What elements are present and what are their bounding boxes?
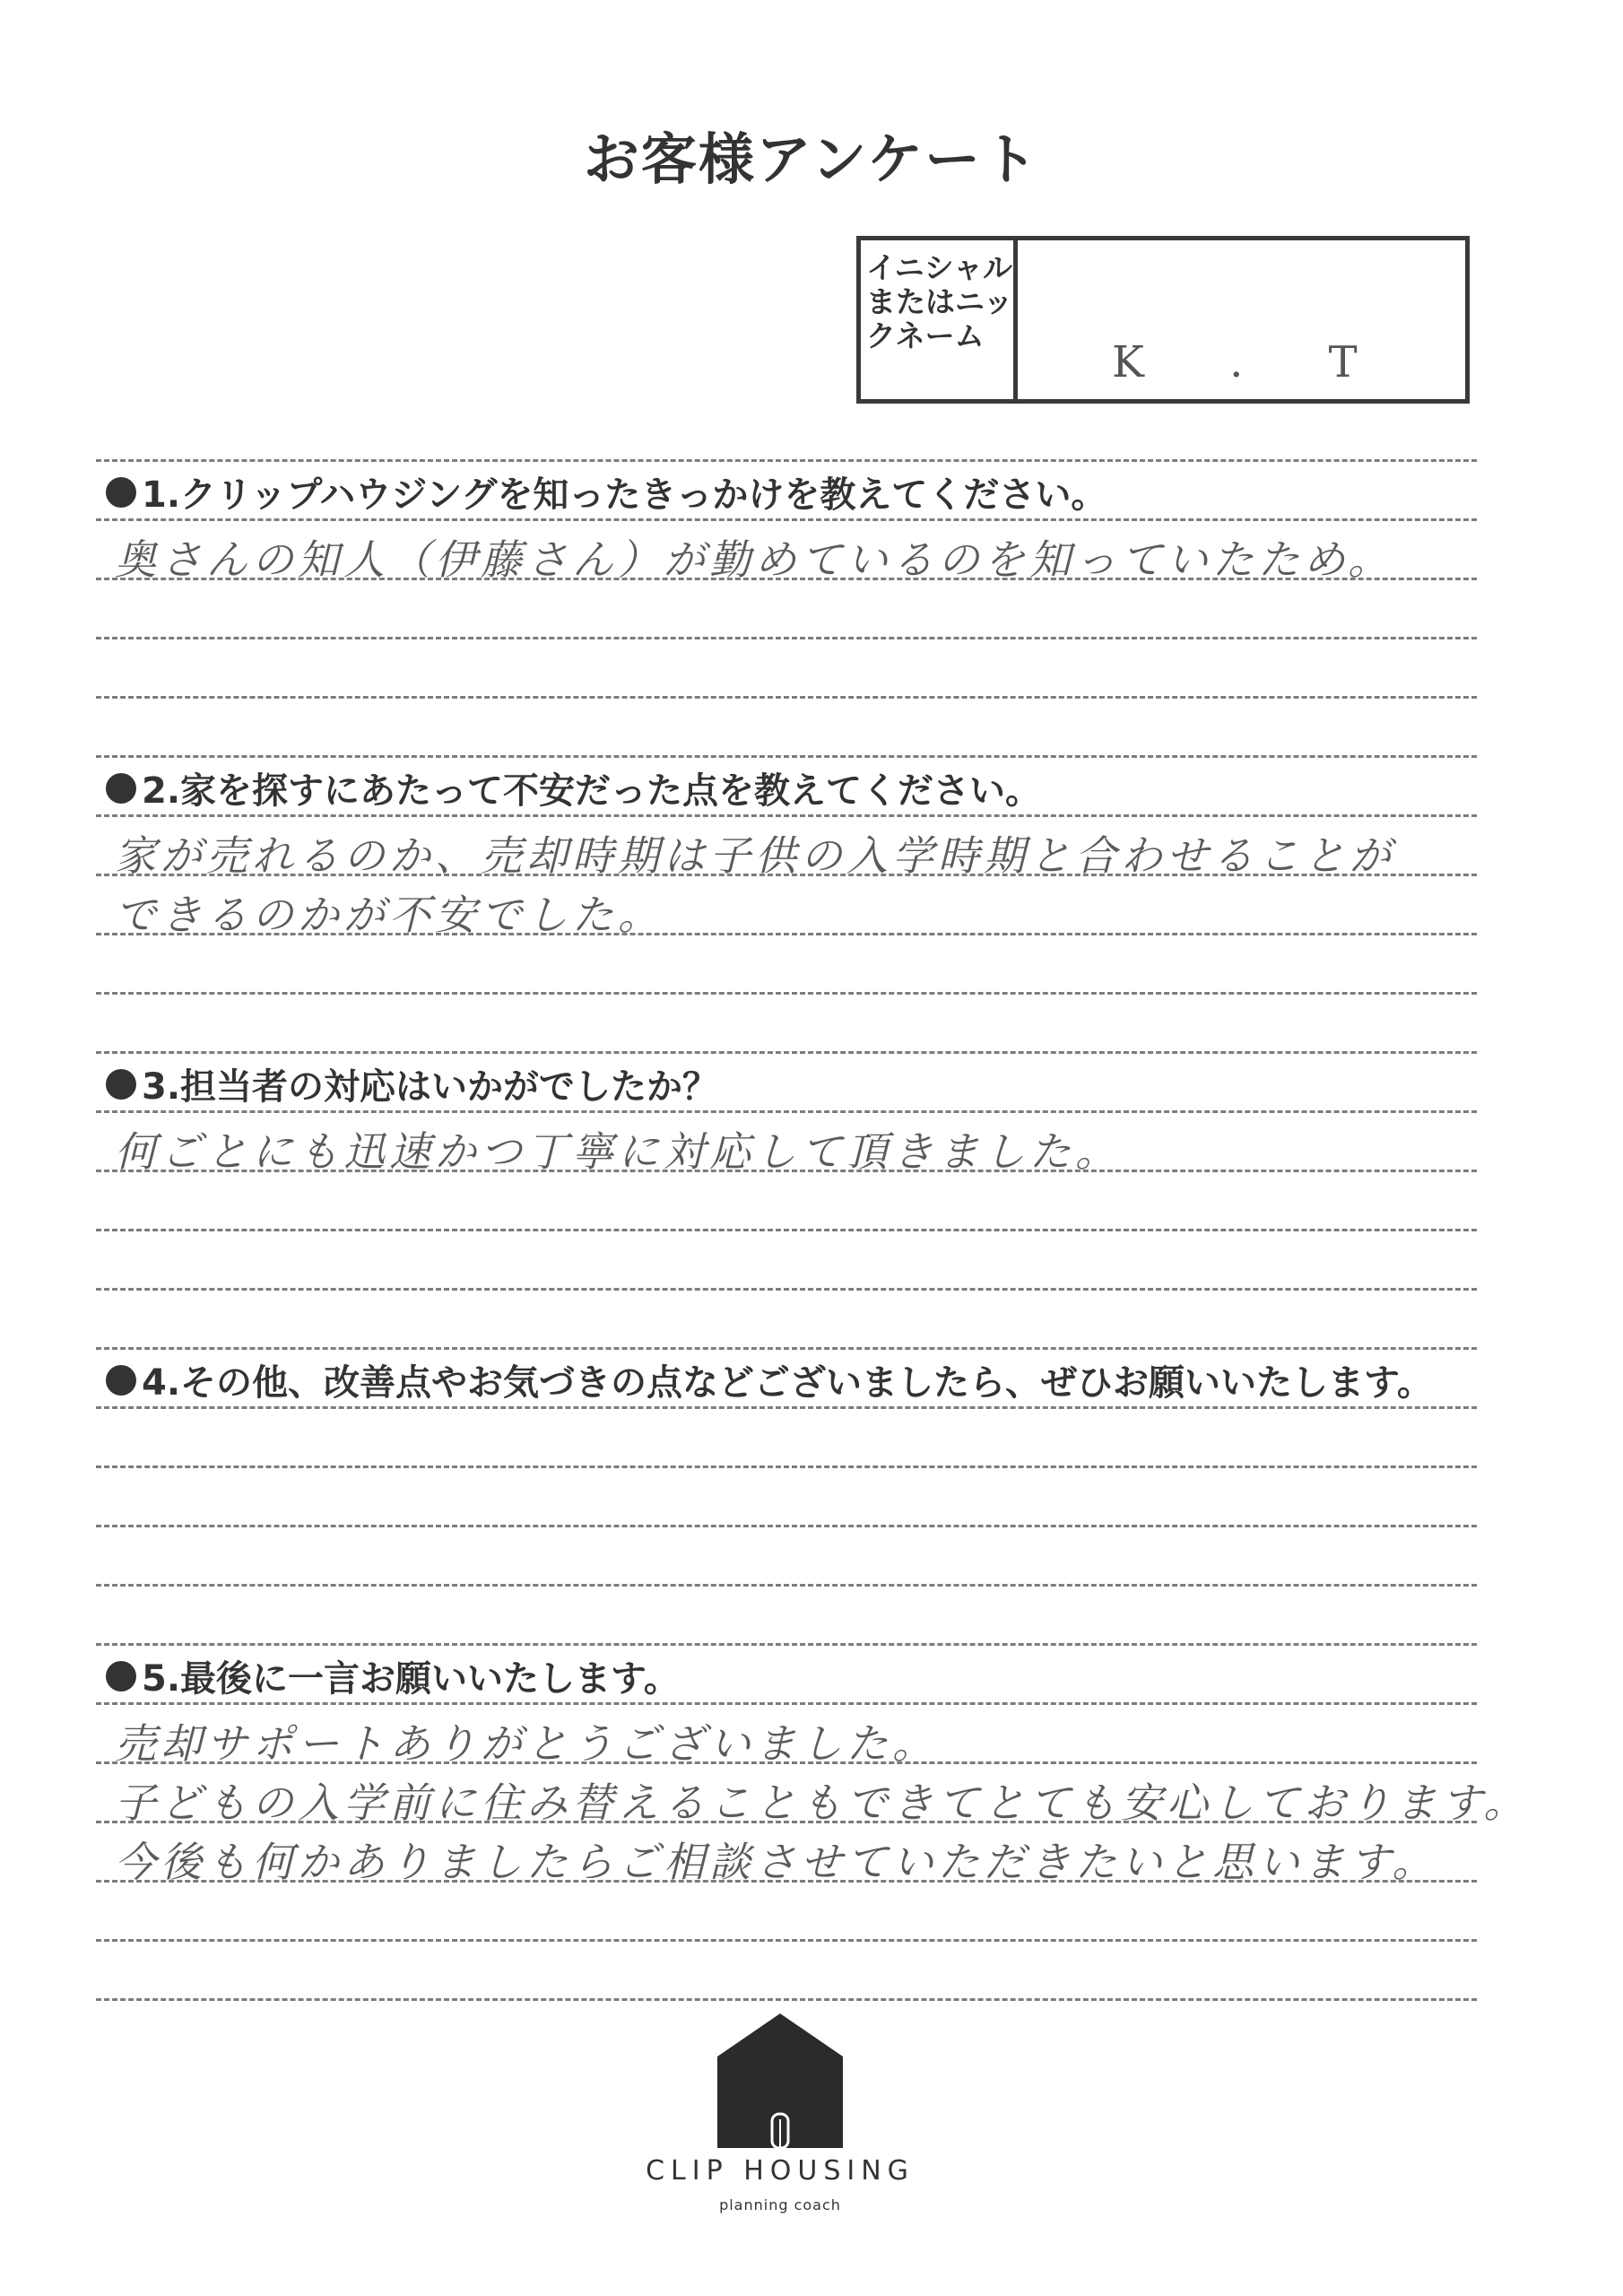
question-5-heading xyxy=(106,1650,680,1701)
question-2-heading xyxy=(106,762,1041,813)
answer-5-line-3[interactable]: 今後も何かありましたらご相談させていただきたいと思います。 xyxy=(115,1838,1438,1886)
question-2-text: 2.家を探すにあたって不安だった点を教えてください。 xyxy=(142,770,1042,812)
question-4-heading xyxy=(106,1354,1433,1405)
bullet-dot-icon xyxy=(106,1365,136,1396)
rule-line xyxy=(96,1229,1477,1231)
rule-line xyxy=(96,1406,1477,1409)
question-5-text: 5.最後に一言お願いいたします。 xyxy=(142,1658,680,1700)
rule-line xyxy=(96,459,1477,462)
question-1-heading xyxy=(106,466,1107,517)
rule-line xyxy=(96,1939,1477,1942)
question-3-text: 3.担当者の対応はいかがでしたか？ xyxy=(142,1066,719,1108)
brand-logo xyxy=(628,2013,1004,2220)
house-icon xyxy=(717,2013,843,2148)
rule-line xyxy=(96,1110,1477,1113)
rule-line xyxy=(96,1998,1477,2001)
rule-line xyxy=(96,992,1477,995)
bullet-dot-icon xyxy=(106,773,136,804)
rule-line xyxy=(96,1584,1477,1587)
rule-line xyxy=(96,637,1477,639)
rule-line xyxy=(96,518,1477,521)
answer-5-line-1[interactable]: 売却サポートありがとうございました。 xyxy=(115,1719,938,1768)
rule-line xyxy=(96,1051,1477,1054)
logo-tagline: planning coach xyxy=(719,2196,841,2213)
question-3-heading xyxy=(106,1058,718,1109)
question-1-text: 1.クリップハウジングを知ったきっかけを教えてください。 xyxy=(142,474,1107,516)
answer-1-line-1[interactable]: 奥さんの知人（伊藤さん）が勤めているのを知っていたため。 xyxy=(115,535,1394,584)
name-label: イニシャルまたはニックネーム xyxy=(861,240,1018,399)
name-box xyxy=(856,236,1470,404)
page-title: お客様アンケート xyxy=(583,126,1040,192)
name-value: K . T xyxy=(1112,337,1393,387)
name-value-field[interactable] xyxy=(1018,240,1465,399)
rule-line xyxy=(96,1525,1477,1527)
rule-line xyxy=(96,814,1477,817)
rule-line xyxy=(96,1288,1477,1291)
answer-2-line-2[interactable]: できるのかが不安でした。 xyxy=(115,891,664,939)
rule-line xyxy=(96,1465,1477,1468)
answer-5-line-2[interactable]: 子どもの入学前に住み替えることもできてとても安心しております。 xyxy=(115,1779,1530,1827)
question-4-text: 4.その他、改善点やお気づきの点などございましたら、ぜひお願いいたします。 xyxy=(142,1362,1433,1404)
answer-2-line-1[interactable]: 家が売れるのか、売却時期は子供の入学時期と合わせることが xyxy=(115,831,1395,880)
rule-line xyxy=(96,1347,1477,1350)
bullet-dot-icon xyxy=(106,1069,136,1100)
bullet-dot-icon xyxy=(106,477,136,508)
answer-3-line-1[interactable]: 何ごとにも迅速かつ丁寧に対応して頂きました。 xyxy=(115,1127,1121,1176)
logo-name: CLIP HOUSING xyxy=(646,2155,915,2187)
bullet-dot-icon xyxy=(106,1661,136,1692)
rule-line xyxy=(96,755,1477,758)
rule-line xyxy=(96,1702,1477,1705)
rule-line xyxy=(96,696,1477,699)
rule-line xyxy=(96,1643,1477,1646)
